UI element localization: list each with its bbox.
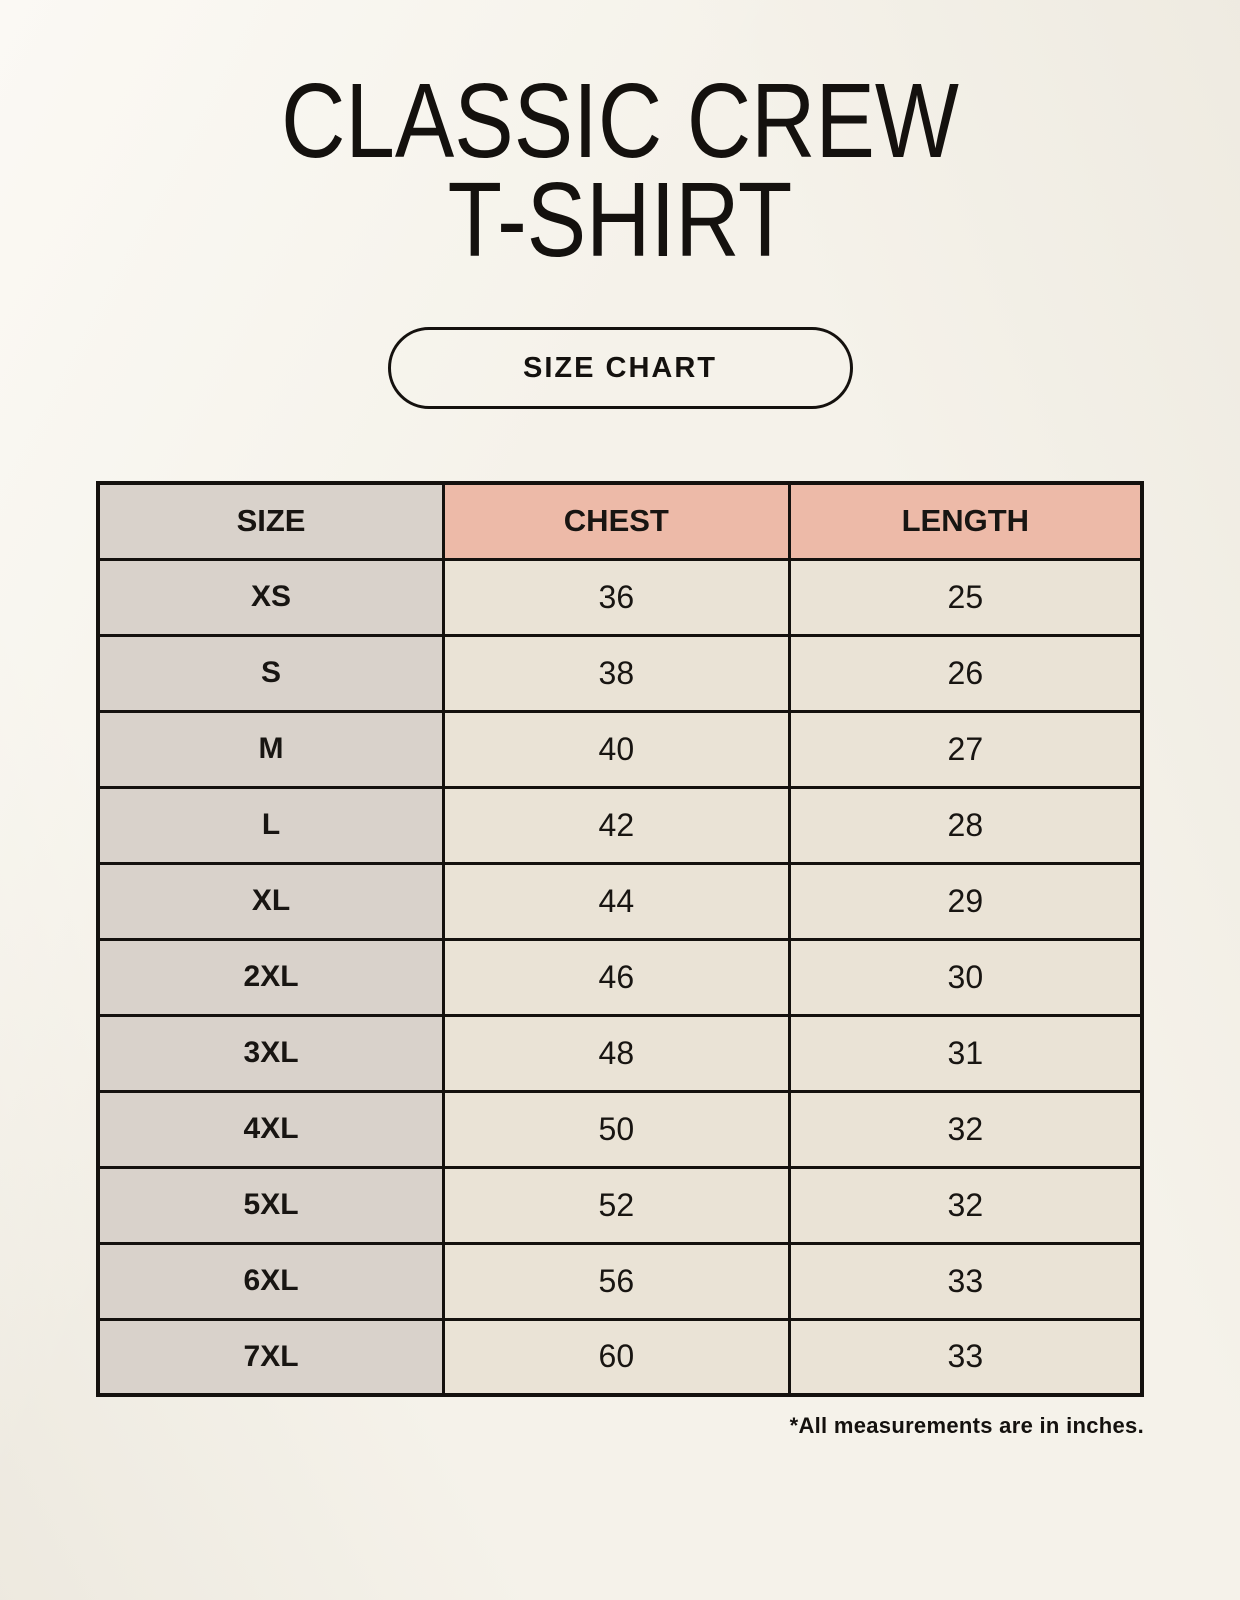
size-cell: 7XL	[98, 1319, 444, 1395]
size-cell: 2XL	[98, 939, 444, 1015]
chest-cell: 50	[444, 1091, 790, 1167]
length-cell: 26	[789, 635, 1142, 711]
chest-cell: 40	[444, 711, 790, 787]
length-cell: 28	[789, 787, 1142, 863]
size-chart-badge[interactable]	[388, 327, 853, 409]
length-cell: 31	[789, 1015, 1142, 1091]
page-title	[99, 62, 1141, 279]
table-header-row	[98, 483, 1142, 559]
page-title-line-2: T-SHIRT	[447, 160, 793, 279]
size-cell: XS	[98, 559, 444, 635]
size-cell: M	[98, 711, 444, 787]
chest-column-header: CHEST	[444, 483, 790, 559]
length-cell: 25	[789, 559, 1142, 635]
length-cell: 32	[789, 1091, 1142, 1167]
table-row	[98, 559, 1142, 635]
size-cell: 6XL	[98, 1243, 444, 1319]
table-row	[98, 1167, 1142, 1243]
size-column-header: SIZE	[98, 483, 444, 559]
chest-cell: 52	[444, 1167, 790, 1243]
measurements-footnote: *All measurements are in inches.	[789, 1413, 1144, 1439]
chest-cell: 42	[444, 787, 790, 863]
chest-cell: 44	[444, 863, 790, 939]
chest-cell: 56	[444, 1243, 790, 1319]
length-cell: 30	[789, 939, 1142, 1015]
table-row	[98, 711, 1142, 787]
size-cell: S	[98, 635, 444, 711]
size-chart-table	[96, 481, 1144, 1397]
table-row	[98, 635, 1142, 711]
table-row	[98, 1243, 1142, 1319]
size-cell: L	[98, 787, 444, 863]
table-row	[98, 787, 1142, 863]
length-cell: 33	[789, 1243, 1142, 1319]
size-cell: 3XL	[98, 1015, 444, 1091]
length-cell: 27	[789, 711, 1142, 787]
chest-cell: 36	[444, 559, 790, 635]
table-row	[98, 939, 1142, 1015]
size-chart-badge-label: SIZE CHART	[523, 351, 717, 384]
size-cell: 5XL	[98, 1167, 444, 1243]
table-row	[98, 1319, 1142, 1395]
length-column-header: LENGTH	[789, 483, 1142, 559]
table-row	[98, 863, 1142, 939]
chest-cell: 60	[444, 1319, 790, 1395]
size-cell: 4XL	[98, 1091, 444, 1167]
length-cell: 29	[789, 863, 1142, 939]
chest-cell: 48	[444, 1015, 790, 1091]
size-cell: XL	[98, 863, 444, 939]
page-title-line-1: CLASSIC CREW	[281, 62, 959, 180]
chest-cell: 46	[444, 939, 790, 1015]
table-row	[98, 1091, 1142, 1167]
length-cell: 32	[789, 1167, 1142, 1243]
table-row	[98, 1015, 1142, 1091]
length-cell: 33	[789, 1319, 1142, 1395]
chest-cell: 38	[444, 635, 790, 711]
